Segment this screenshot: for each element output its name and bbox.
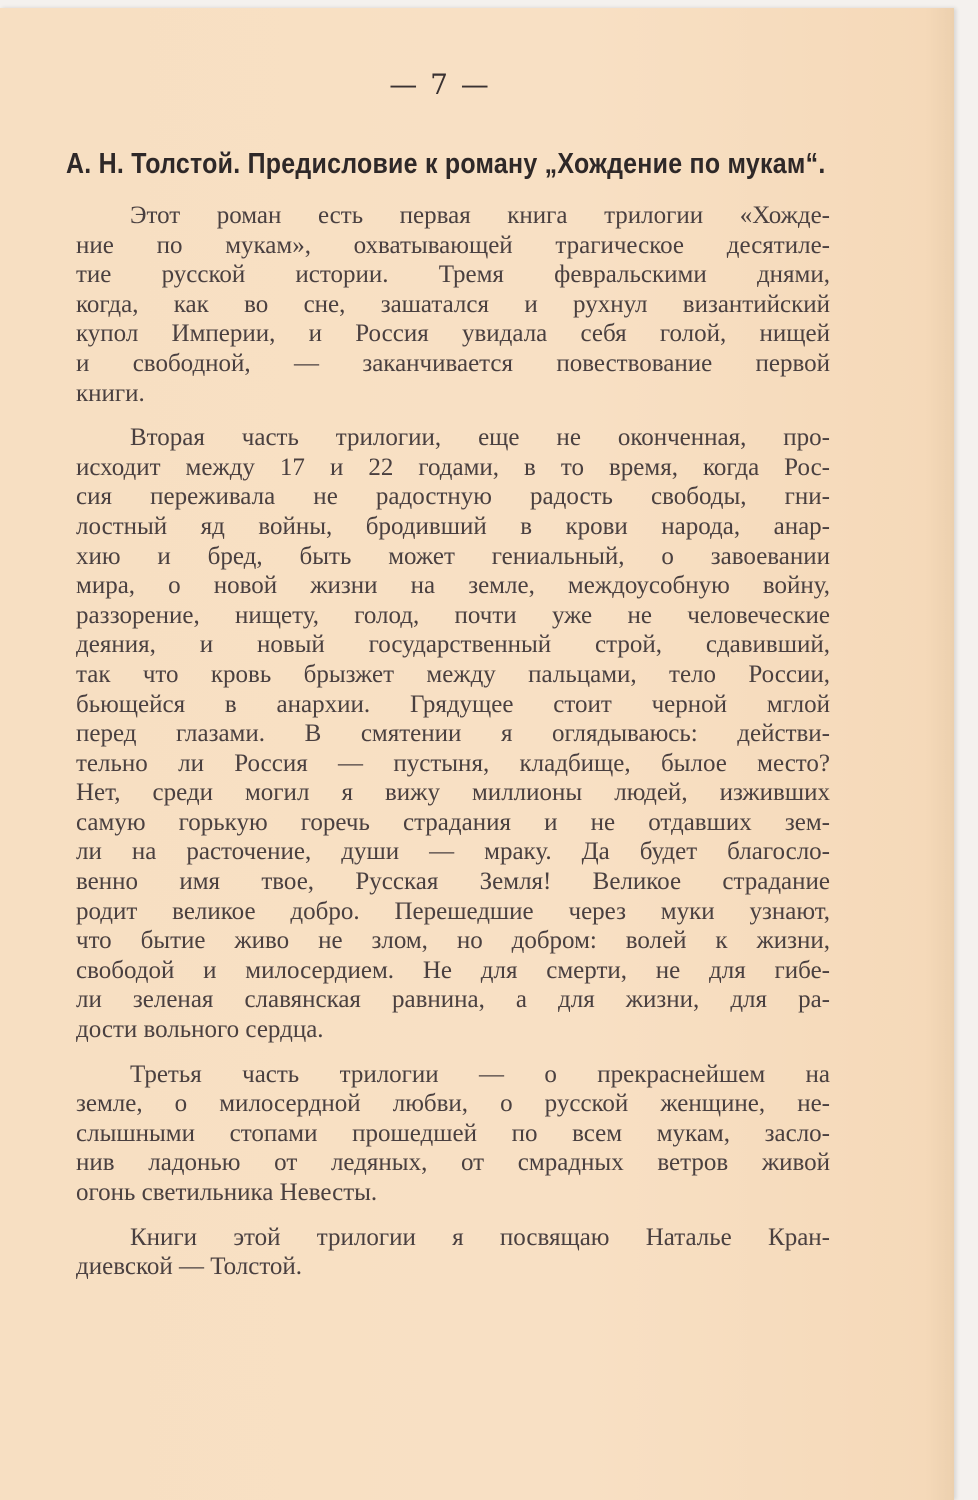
text-line: Третья часть трилогии — о прекраснейшем на — [130, 1060, 830, 1088]
text-line: Этот роман есть первая книга трилогии «Хожде- — [130, 202, 830, 229]
text-line: исходит между 17 и 22 годами, в то время, когда Рос- — [76, 453, 830, 481]
page-number: — 7 — — [389, 68, 491, 101]
paragraph — [76, 201, 830, 408]
text-line: диевской — Толстой. — [76, 1253, 303, 1281]
text-line: Нет, среди могил я вижу миллионы людей, изживших — [76, 779, 830, 807]
text-line: лостный яд войны, бродивший в крови народа, анар- — [76, 512, 830, 540]
text-line: что бытие живо не злом, но добром: волей к жизни, — [76, 927, 830, 955]
text-line: ли зеленая славянская равнина, а для жизни, для ра- — [76, 986, 830, 1014]
text-line: слышными стопами прошедшей по всем мукам, засло- — [76, 1119, 830, 1147]
paragraph — [76, 1223, 830, 1282]
text-line: венно имя твое, Русская Земля! Великое страдание — [76, 868, 830, 896]
text-line: тельно ли Россия — пустыня, кладбище, былое место? — [76, 749, 830, 777]
text-line: бьющейся в анархии. Грядущее стоит черной мглой — [76, 690, 830, 718]
text-line: свободой и милосердием. Не для смерти, не для гибе- — [76, 956, 830, 984]
text-line: дости вольного сердца. — [76, 1016, 324, 1044]
paragraph — [76, 423, 830, 1044]
page-title: А. Н. Толстой. Предисловие к роману „Хождение по мукам“. — [66, 148, 826, 180]
text-line: книги. — [76, 379, 145, 407]
text-line: хию и бред, быть может гениальный, о завоевании — [76, 542, 830, 570]
text-line: перед глазами. В смятении я оглядываюсь: действи- — [76, 720, 830, 748]
text-line: нив ладонью от ледяных, от смрадных ветров живой — [76, 1149, 830, 1177]
text-line: самую горькую горечь страдания и не отдавших зем- — [76, 808, 830, 836]
book-page — [0, 8, 954, 1500]
text-line: Книги этой трилогии я посвящаю Наталье Кран- — [130, 1223, 830, 1251]
text-line: и свободной, — заканчивается повествование первой — [76, 349, 830, 377]
text-line: мира, о новой жизни на земле, междоусобную войну, — [76, 572, 830, 600]
text-line: купол Империи, и Россия увидала себя голой, нищей — [76, 320, 830, 348]
text-line: Вторая часть трилогии, еще не оконченная, про- — [130, 424, 830, 452]
text-line: так что кровь брызжет между пальцами, тело России, — [76, 660, 830, 688]
paragraph — [76, 1060, 830, 1208]
text-line: раззорение, нищету, голод, почти уже не человеческие — [76, 601, 830, 629]
text-line: сия переживала не радостную радость свободы, гни- — [76, 483, 830, 511]
text-line: родит великое добро. Перешедшие через муки узнают, — [76, 897, 830, 925]
text-line: деяния, и новый государственный строй, сдавивший, — [76, 631, 830, 659]
text-line: земле, о милосердной любви, о русской женщине, не- — [76, 1090, 830, 1118]
text-line: огонь светильника Невесты. — [76, 1179, 378, 1206]
text-line: когда, как во сне, зашатался и рухнул византийский — [76, 290, 830, 318]
text-line: ние по мукам», охватывающей трагическое десятиле- — [76, 231, 830, 259]
text-body — [76, 201, 830, 1297]
text-line: тие русской истории. Тремя февральскими днями, — [76, 261, 830, 289]
text-line: ли на расточение, души — мраку. Да будет благосло- — [76, 838, 830, 866]
